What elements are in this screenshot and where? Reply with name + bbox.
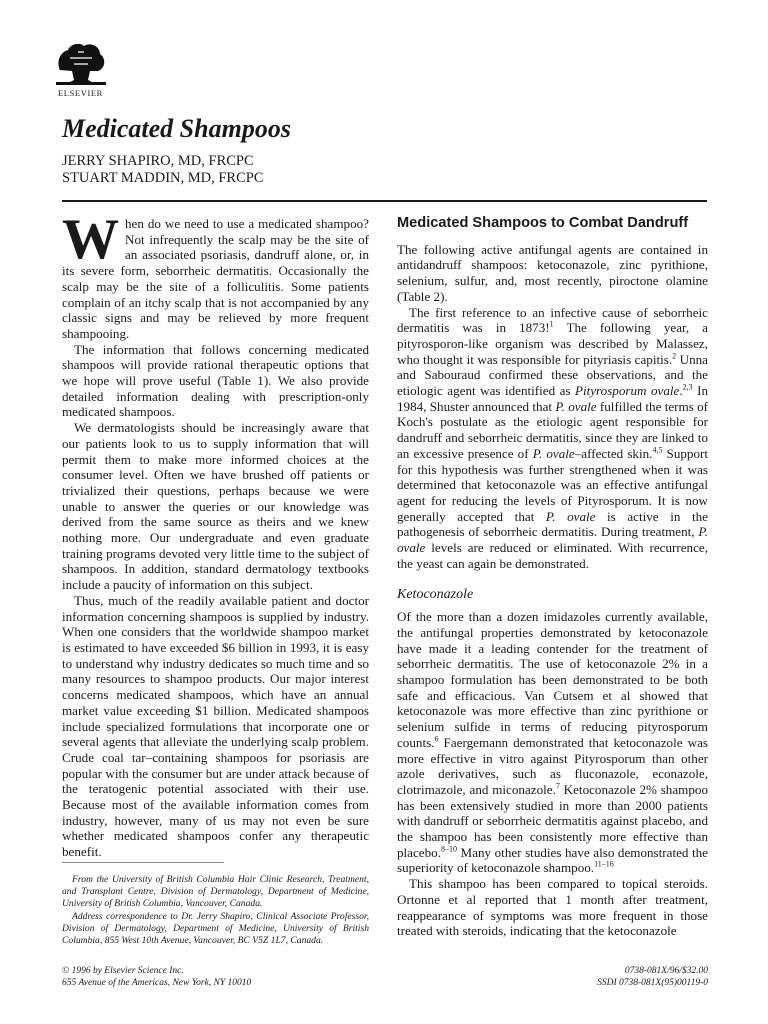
footnote-rule xyxy=(62,862,224,863)
citation: 8–10 xyxy=(441,844,457,854)
right-column xyxy=(397,216,708,939)
publisher-logo xyxy=(52,40,122,98)
citation: 6 xyxy=(434,734,439,744)
elsevier-tree-icon xyxy=(52,40,110,86)
text-run: In 1984, Shuster announced that xyxy=(397,383,708,414)
article-title: Medicated Shampoos xyxy=(62,114,291,143)
text-run: is active in the pathogenesis of seborrheic dermatitis. During treatment, xyxy=(397,508,708,540)
footnote xyxy=(62,874,369,947)
body-paragraph xyxy=(397,305,708,572)
left-column xyxy=(62,208,369,860)
header-rule xyxy=(62,200,707,202)
author-list xyxy=(62,153,264,187)
author-1: JERRY SHAPIRO, MD, FRCPC xyxy=(62,153,254,169)
ssdi-line: SSDI 0738-081X(95)00119-0 xyxy=(597,978,708,988)
publisher-name: ELSEVIER xyxy=(58,88,103,98)
body-paragraph: The information that follows concerning medicated shampoos will provide rational therapeutic options that we hope will prove useful (Table 1). We also provide detailed information dealing with prescription-only medicated shampoos. xyxy=(62,341,369,420)
species-name: P. ovale xyxy=(555,398,597,414)
text-run: Unna and Sabouraud confirmed these observations, and the etiologic agent was identified as xyxy=(397,351,708,399)
identifier-block xyxy=(540,965,708,989)
body-paragraph: We dermatologists should be increasingly aware that our patients look to us to supply information that will permit them to make more informed choices at the consumer level. Often we have brushed off patients or trivialized their questions, perhaps because we were unable to answer the queries or our knowledge was derived from the same source as theirs and we knew nothing more. Our undergraduate and even graduate training programs devoted very little time to the subject of shampoos. In addition, standard dermatology textbooks include a paucity of information on this subject. xyxy=(62,420,369,593)
citation: 1 xyxy=(549,319,554,329)
publisher-address: 655 Avenue of the Americas, New York, NY 10010 xyxy=(62,978,252,988)
text-run: levels are reduced or eliminated. With recurrence, the yeast can again be demonstrated. xyxy=(397,540,708,571)
issn-line: 0738-081X/96/$32.00 xyxy=(624,966,708,976)
copyright-block xyxy=(62,965,251,989)
text-run: Support for this hypothesis was further strengthened when it was determined that ketoconazole was an effective antifungal agent for reducing the levels of Pityrosporum. It is now generally accepted that xyxy=(397,445,709,524)
section-heading: Medicated Shampoos to Combat Dandruff xyxy=(397,215,689,231)
subsection-heading: Ketoconazole xyxy=(397,587,474,603)
footnote-correspondence: Address correspondence to Dr. Jerry Shapiro, Clinical Associate Professor, Division of Dermatology, Department of Medicine, University of British Columbia, 855 West 10th Avenue, Vancouver, BC V5Z 1L7, Canada. xyxy=(62,910,369,947)
body-paragraph: The following active antifungal agents are contained in antidandruff shampoos: ketoconazole, zinc pyrithione, selenium, sulfur, and, most recently, piroctone olamine (Table 2). xyxy=(397,241,708,304)
text-run: –affected skin. xyxy=(574,445,653,461)
footnote-affiliation: From the University of British Columbia Hair Clinic Research, Treatment, and Transplant Centre, Division of Dermatology, Department of Medicine, University of British Columbia, Vancouver, Canada. xyxy=(62,874,369,910)
text-run: Ketoconazole 2% shampoo has been extensively studied in more than 2000 patients with dandruff or seborrheic dermatitis against placebo, and the shampoo has been consistently more effective than placebo. xyxy=(397,781,708,860)
text-run: fulfilled the terms of Koch's postulate as the etiologic agent responsible for dandruff and seborrheic dermatitis, since they are linked to an excessive presence of xyxy=(397,398,709,461)
species-name: P. ovale xyxy=(532,445,575,461)
drop-cap: W xyxy=(62,208,119,271)
species-name: Pityrosporum ovale xyxy=(574,383,680,399)
text-run: Faergemann demonstrated that ketoconazole was more effective in vitro against Pityrosporum than other azole derivatives, such as fluconazole, econazole, clotrimazole, and miconazole. xyxy=(397,734,708,797)
citation: 2 xyxy=(672,351,677,361)
intro-text: hen do we need to use a medicated shampoo? Not infrequently the scalp may be the site of an associated psoriasis, dandruff alone, or, in its severe form, seborrheic dermatitis. Occasionally the scalp may be the site of a folliculitis. Some patients complain of an itchy scalp that is not accompanied by any classic signs and may be relieved by more frequent shampooing. xyxy=(62,216,369,341)
intro-paragraph xyxy=(62,208,369,342)
text-run: The following year, a pityrosporon-like organism was described by Malassez, who thought it was responsible for pityriasis capitis. xyxy=(397,320,708,367)
text-run: Many other studies have also demonstrated the superiority of ketoconazole shampoo. xyxy=(397,844,708,876)
body-paragraph: This shampoo has been compared to topical steroids. Ortonne et al reported that 1 month after treatment, reappearance of symptoms was more frequent in those treated with steroids, indicating that the ketoconazole xyxy=(397,876,708,939)
body-paragraph xyxy=(397,609,708,876)
species-name: P. ovale xyxy=(545,508,596,524)
citation: 11–16 xyxy=(594,860,614,870)
body-paragraph: Thus, much of the readily available patient and doctor information concerning shampoos is supplied by industry. When one considers that the worldwide shampoo market is estimated to have exceeded $6 billion in 1993, it is easy to understand why industry dedicates so much time and so many resources to shampoo products. Our major interest concerns medicated shampoos, which have an annual market value exceeding $1 billion. Medicated shampoos include specialized formulations that incorporate one or several agents that alleviate the underlying scalp problem. Crude coal tar–containing shampoos for psoriasis are popular with the consumer but are under attack because of the teratogenic potential associated with their use. Because most of the available information comes from industry, however, many of us may not even be sure whether medicated shampoos confer any therapeutic benefit. xyxy=(62,592,369,860)
species-name: P. ovale xyxy=(397,524,708,556)
text-run: . xyxy=(679,383,683,399)
text-run: The first reference to an infective cause of seborrheic dermatitis was in 1873! xyxy=(397,304,708,336)
citation: 4,5 xyxy=(652,445,663,455)
citation: 7 xyxy=(555,781,560,791)
citation: 2,3 xyxy=(682,382,693,392)
text-run: Of the more than a dozen imidazoles currently available, the antifungal properties demonstrated by ketoconazole have made it a leading contender for the treatment of seborrheic dermatitis. The use of ketoconazole 2% in a shampoo formulation has been demonstrated to be both safe and efficacious. Van Cutsem et al showed that ketoconazole was more effective than zinc pyrithione or selenium sulfide in terms of reducing pityrosporum counts. xyxy=(397,609,708,750)
copyright-line: © 1996 by Elsevier Science Inc. xyxy=(62,966,184,976)
author-2: STUART MADDIN, MD, FRCPC xyxy=(62,170,264,186)
